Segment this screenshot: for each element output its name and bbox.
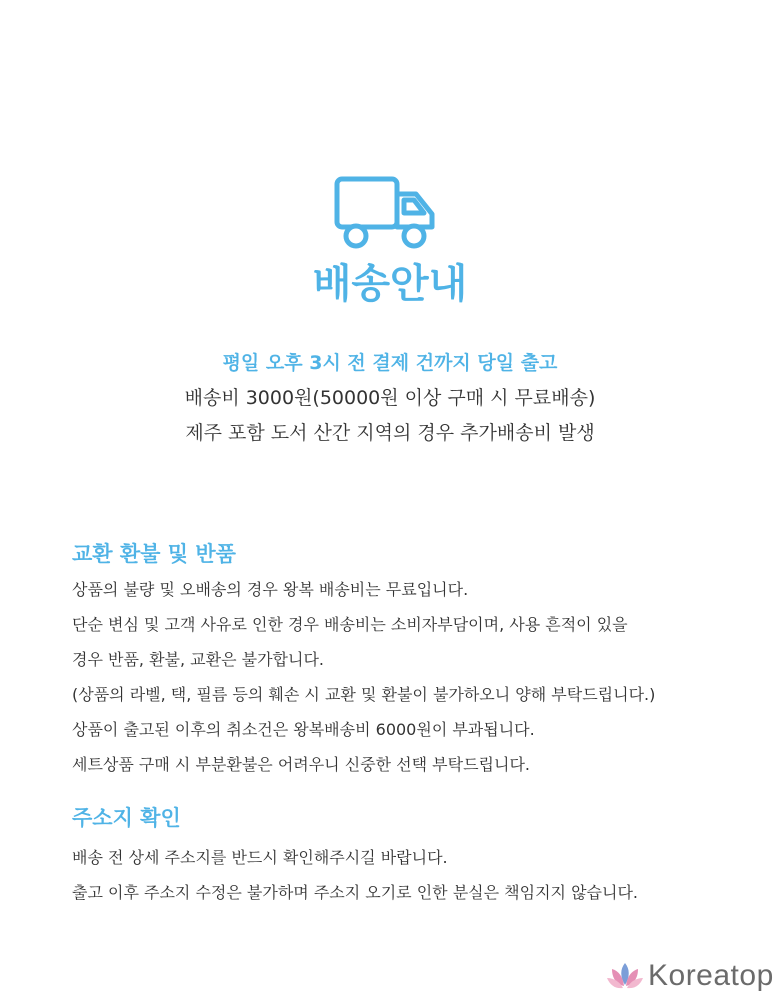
brand-logo — [606, 958, 774, 994]
address-section-body — [72, 840, 752, 910]
exchange-line: 세트상품 구매 시 부분환불은 어려우니 신중한 선택 부탁드립니다. — [72, 755, 531, 774]
exchange-line: 경우 반품, 환불, 교환은 불가합니다. — [72, 650, 324, 669]
address-line: 배송 전 상세 주소지를 반드시 확인해주시길 바랍니다. — [72, 848, 448, 867]
shipping-fee-line: 배송비 3000원(50000원 이상 구매 시 무료배송) — [184, 387, 596, 409]
shipping-summary — [0, 346, 780, 451]
page-title: 배송안내 — [312, 261, 468, 307]
lotus-logo-icon — [606, 961, 644, 991]
address-line: 출고 이후 주소지 수정은 불가하며 주소지 오기로 인한 분실은 책임지지 않습니다. — [72, 883, 638, 902]
address-section-title: 주소지 확인 — [72, 806, 181, 830]
exchange-section-body — [72, 572, 752, 782]
exchange-line: (상품의 라벨, 택, 필름 등의 훼손 시 교환 및 환불이 불가하오니 양해 부탁드립니다.) — [72, 685, 656, 704]
brand-name: Koreatop — [648, 959, 774, 992]
remote-area-fee-line: 제주 포함 도서 산간 지역의 경우 추가배송비 발생 — [185, 422, 595, 444]
same-day-shipping-notice: 평일 오후 3시 전 결제 건까지 당일 출고 — [222, 352, 558, 374]
exchange-line: 단순 변심 및 고객 사유로 인한 경우 배송비는 소비자부담이며, 사용 흔적이 있을 — [72, 615, 628, 634]
exchange-section-title: 교환 환불 및 반품 — [72, 542, 236, 566]
truck-icon — [334, 176, 438, 250]
exchange-line: 상품이 출고된 이후의 취소건은 왕복배송비 6000원이 부과됩니다. — [72, 720, 535, 739]
exchange-line: 상품의 불량 및 오배송의 경우 왕복 배송비는 무료입니다. — [72, 580, 469, 599]
